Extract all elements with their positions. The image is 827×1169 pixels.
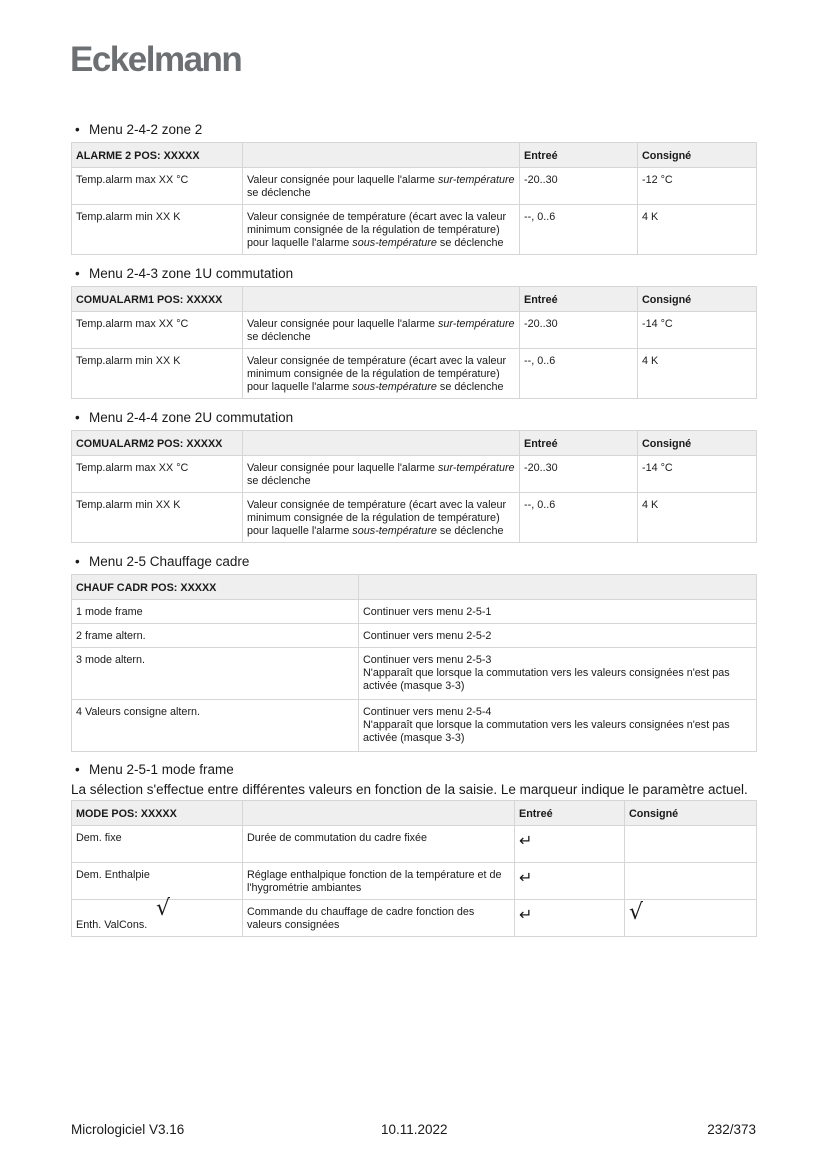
header-cell: COMUALARM2 POS: XXXXX [72, 431, 243, 456]
description-text: sur-température [437, 318, 515, 330]
table-header-row [72, 143, 757, 168]
header-cell: Consigné [638, 431, 757, 456]
page-number: 232/373 [707, 1122, 756, 1137]
bullet: • [75, 410, 80, 425]
entree-cell: -20..30 [520, 168, 638, 205]
section-heading [75, 266, 756, 282]
table-row [72, 168, 757, 205]
header-cell: ALARME 2 POS: XXXXX [72, 143, 243, 168]
enter-icon: ↵ [515, 826, 625, 863]
document-date: 10.11.2022 [381, 1122, 448, 1137]
param-cell [72, 826, 243, 863]
table-row [72, 648, 757, 700]
bullet: • [75, 122, 80, 137]
table-row [72, 700, 757, 752]
description-cell: Réglage enthalpique fonction de la température et de l'hygrométrie ambiantes [243, 863, 515, 900]
alarm-table [71, 142, 757, 255]
param-cell: Temp.alarm min XX K [72, 349, 243, 399]
bullet: • [75, 554, 80, 569]
intro-paragraph: La sélection s'effectue entre différentes valeurs en fonction de la saisie. Le marqueur indique le paramètre actuel. [71, 782, 748, 797]
table-header-row [72, 801, 757, 826]
param-cell: Temp.alarm max XX °C [72, 312, 243, 349]
consigne-cell: 4 K [638, 205, 757, 255]
header-cell [243, 287, 520, 312]
header-cell: Consigné [638, 287, 757, 312]
param-cell [72, 896, 243, 937]
section-heading [75, 554, 756, 570]
description-text: Valeur consignée pour laquelle l'alarme [247, 174, 438, 186]
alarm-table [71, 286, 757, 399]
table-row [72, 349, 757, 399]
header-cell [243, 801, 515, 826]
description-cell [243, 168, 520, 205]
heading-text: Menu 2-5 Chauffage cadre [89, 554, 250, 569]
check-icon: √ [629, 900, 644, 925]
description-text: se déclenche [247, 331, 311, 343]
heading-text: Menu 2-5-1 mode frame [89, 762, 234, 777]
param-cell: 2 frame altern. [72, 624, 359, 648]
description-cell [359, 624, 757, 648]
alarm-section [71, 122, 756, 255]
chauffage-section [71, 554, 756, 752]
table-header-row [72, 575, 757, 600]
mode-section [71, 762, 756, 937]
table-header-row [72, 431, 757, 456]
description-cell: Durée de commutation du cadre fixée [243, 826, 515, 863]
description-text: Valeur consignée pour laquelle l'alarme [247, 462, 438, 474]
consigne-cell [625, 826, 757, 863]
alarm-section [71, 410, 756, 543]
table-row [72, 493, 757, 543]
chauffage-table [71, 574, 757, 752]
firmware-version: Micrologiciel V3.16 [71, 1122, 185, 1137]
param-cell: Temp.alarm min XX K [72, 493, 243, 543]
header-cell: COMUALARM1 POS: XXXXX [72, 287, 243, 312]
description-cell [243, 312, 520, 349]
section-heading [75, 762, 756, 778]
description-cell [359, 648, 757, 700]
param-cell: 3 mode altern. [72, 648, 359, 700]
consigne-cell: 4 K [638, 349, 757, 399]
header-cell: Consigné [638, 143, 757, 168]
param-cell: Temp.alarm max XX °C [72, 456, 243, 493]
description-text: se déclenche [247, 475, 311, 487]
heading-text: Menu 2-4-3 zone 1U commutation [89, 266, 294, 281]
selected-check-icon: √ [156, 896, 171, 921]
header-cell: Entreé [520, 287, 638, 312]
description-line: Continuer vers menu 2-5-4 [363, 706, 492, 718]
param-cell [72, 863, 243, 900]
mode-table [71, 800, 757, 937]
description-line: Continuer vers menu 2-5-3 [363, 654, 492, 666]
heading-text: Menu 2-4-2 zone 2 [89, 122, 203, 137]
header-cell: MODE POS: XXXXX [72, 801, 243, 826]
table-row [72, 600, 757, 624]
description-line: Continuer vers menu 2-5-2 [363, 630, 492, 642]
description-text: sous-température [352, 381, 437, 393]
header-cell: Entreé [520, 143, 638, 168]
description-text: Valeur consignée de température (écart avec la valeur minimum consignée de la régulation de température) pour laquelle l'alarme [247, 355, 507, 393]
eckelmann-logo: Eckelmann [70, 40, 242, 79]
description-text: sous-température [352, 237, 437, 249]
consigne-cell [625, 863, 757, 900]
description-cell: Commande du chauffage de cadre fonction des valeurs consignées [243, 900, 515, 937]
param-text: Dem. fixe [76, 832, 122, 844]
table-row [72, 826, 757, 863]
table-row [72, 205, 757, 255]
entree-cell: -20..30 [520, 456, 638, 493]
consigne-cell: 4 K [638, 493, 757, 543]
header-cell [359, 575, 757, 600]
consigne-cell [625, 900, 757, 937]
header-cell: Entreé [515, 801, 625, 826]
param-text: Enth. ValCons. [76, 919, 148, 931]
description-cell [243, 205, 520, 255]
entree-cell: --, 0..6 [520, 349, 638, 399]
param-cell: Temp.alarm min XX K [72, 205, 243, 255]
description-text: Valeur consignée de température (écart avec la valeur minimum consignée de la régulation de température) pour laquelle l'alarme [247, 499, 507, 537]
section-heading [75, 122, 756, 138]
param-cell: 4 Valeurs consigne altern. [72, 700, 359, 752]
header-cell: Entreé [520, 431, 638, 456]
header-cell: CHAUF CADR POS: XXXXX [72, 575, 359, 600]
table-header-row [72, 287, 757, 312]
header-cell: Consigné [625, 801, 757, 826]
description-text: se déclenche [247, 187, 311, 199]
entree-cell: -20..30 [520, 312, 638, 349]
description-text: se déclenche [436, 237, 504, 249]
entree-cell: --, 0..6 [520, 493, 638, 543]
table-row [72, 900, 757, 937]
table-row [72, 863, 757, 900]
description-text: Valeur consignée pour laquelle l'alarme [247, 318, 438, 330]
description-line: N'apparaît que lorsque la commutation vers les valeurs consignées n'est pas activée (masque 3-3) [363, 719, 730, 744]
description-cell [243, 493, 520, 543]
description-text: sur-température [437, 462, 515, 474]
enter-icon: ↵ [515, 900, 625, 937]
description-cell [359, 600, 757, 624]
consigne-cell: -14 °C [638, 312, 757, 349]
alarm-section [71, 266, 756, 399]
table-row [72, 624, 757, 648]
enter-icon: ↵ [515, 863, 625, 900]
header-cell [243, 143, 520, 168]
consigne-cell: -14 °C [638, 456, 757, 493]
section-heading [75, 410, 756, 426]
description-text: sur-température [437, 174, 515, 186]
description-cell [243, 456, 520, 493]
header-cell [243, 431, 520, 456]
bullet: • [75, 266, 80, 281]
param-cell: 1 mode frame [72, 600, 359, 624]
bullet: • [75, 762, 80, 777]
description-cell [359, 700, 757, 752]
param-text: Dem. Enthalpie [76, 869, 150, 881]
description-text: se déclenche [436, 381, 504, 393]
alarm-table [71, 430, 757, 543]
consigne-cell: -12 °C [638, 168, 757, 205]
table-row [72, 312, 757, 349]
description-text: se déclenche [436, 525, 504, 537]
entree-cell: --, 0..6 [520, 205, 638, 255]
param-cell: Temp.alarm max XX °C [72, 168, 243, 205]
description-text: sous-température [352, 525, 437, 537]
description-line: N'apparaît que lorsque la commutation vers les valeurs consignées n'est pas activée (masque 3-3) [363, 667, 730, 692]
description-text: Valeur consignée de température (écart avec la valeur minimum consignée de la régulation de température) pour laquelle l'alarme [247, 211, 507, 249]
description-cell [243, 349, 520, 399]
description-line: Continuer vers menu 2-5-1 [363, 606, 492, 618]
table-row [72, 456, 757, 493]
heading-text: Menu 2-4-4 zone 2U commutation [89, 410, 294, 425]
